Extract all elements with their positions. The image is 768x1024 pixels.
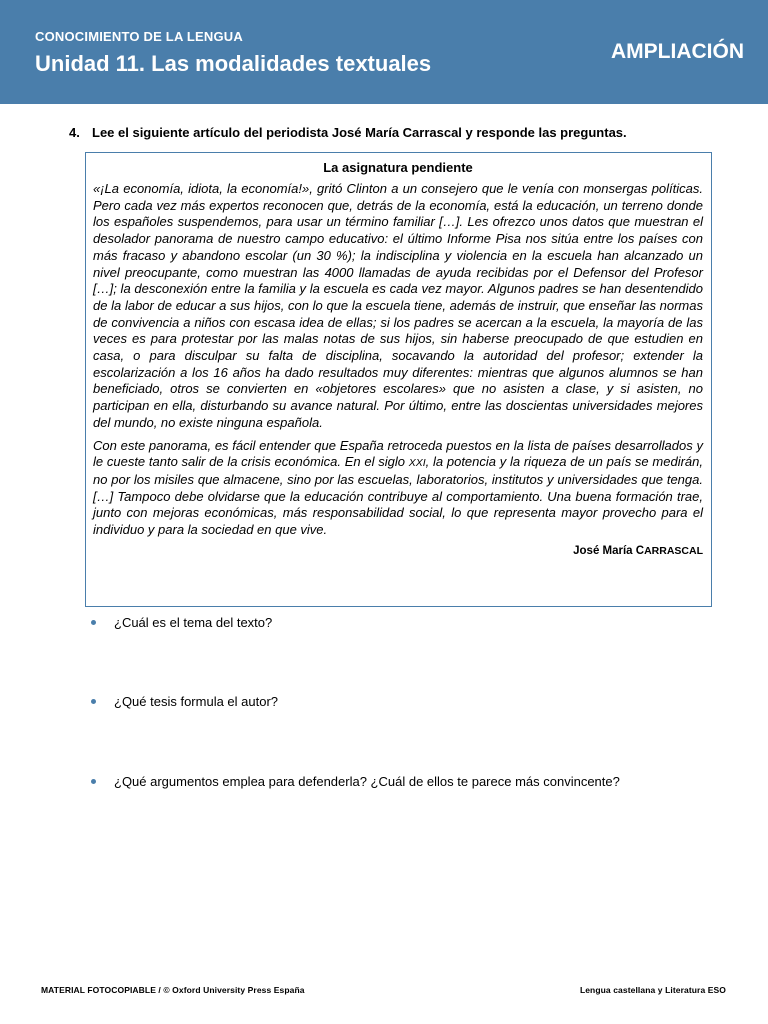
section-label: CONOCIMIENTO DE LA LENGUA	[35, 29, 243, 44]
paragraph-2-part-2: , la potencia y la riqueza de un país se medirán, no por los misiles que almacene, sino por las escuelas, laboratorios, institutos y universidades que tenga. […] Tampoco debe olvidarse que la educación contribuye al comportamiento. Una buena formación trae, junto con mejoras económicas, más responsabilidad social, lo que representa mayor provecho para el individuo y para la sociedad en que vive.	[93, 454, 703, 538]
bullet-icon	[91, 699, 96, 704]
page-header	[0, 0, 768, 104]
article-title: La asignatura pendiente	[323, 160, 473, 175]
question-text: Lee el siguiente artículo del periodista José María Carrascal y responde las preguntas.	[92, 125, 627, 140]
article-box	[85, 152, 712, 607]
article-paragraph-1: «¡La economía, idiota, la economía!», gritó Clinton a un consejero que le venía con monsergas políticas. Pero cada vez más expertos reconocen que, detrás de la economía, está la educación, un terreno donde los españoles suspendemos, para usar un término familiar […]. Les ofrezco unos datos que muestran el desolador panorama de nuestro campo educativo: el último Informe Pisa nos sitúa entre los países con más fracaso y abandono escolar (un 30 %); la indisciplina y violencia en la escuela han alcanzado un nivel preocupante, como muestran las 4000 llamadas de ayuda recibidas por el Defensor del Profesor […]; la desconexión entre la familia y la escuela es cada vez mayor. Algunos padres se han desentendido de la labor de educar a sus hijos, con lo que la escuela tiene, además de instruir, que enseñar las normas de convivencia a niños con escasa idea de ellas; si los padres se acercan a la escuela, la mayoría de las veces es para protestar por las malas notas de sus hijos, sin haberse preocupado de que estudien en casa, o para disculpar su falta de disciplina, socavando la autoridad del profesor; extender la escolarización a los 16 años ha dado resultados muy diferentes: mientras que algunos alumnos se han beneficiado, otros se convierten en «objetores escolares» que no asisten a clase, y si asisten, no participan en ella, disturbando su avance natural. Por último, entre las doscientas universidades mejores del mundo, no existe ninguna española.	[93, 181, 703, 430]
article-paragraph-2	[93, 438, 703, 539]
question-item-2: ¿Qué tesis formula el autor?	[114, 694, 279, 709]
article-author	[93, 545, 703, 557]
century-numeral: XXI	[408, 457, 426, 470]
footer-subject: Lengua castellana y Literatura ESO	[579, 985, 726, 995]
footer-copyright: MATERIAL FOTOCOPIABLE / © Oxford University Press España	[41, 985, 305, 995]
ampliacion-badge: AMPLIACIÓN	[611, 40, 744, 63]
author-last: ARRASCAL	[644, 544, 703, 557]
question-item-1: ¿Cuál es el tema del texto?	[114, 615, 273, 630]
question-item-3: ¿Qué argumentos emplea para defenderla? ¿Cuál de ellos te parece más convincente?	[114, 774, 620, 789]
unit-title: Unidad 11. Las modalidades textuales	[35, 51, 432, 76]
author-first: José María C	[573, 544, 645, 557]
bullet-icon	[91, 779, 96, 784]
question-prompt	[69, 125, 729, 140]
bullet-icon	[91, 620, 96, 625]
paragraph-2-part-1: Con este panorama, es fácil entender que España retroceda puestos en la lista de países desarrollados y le cueste tanto salir de la crisis económica. En el siglo	[93, 437, 703, 470]
question-number: 4.	[69, 125, 80, 140]
